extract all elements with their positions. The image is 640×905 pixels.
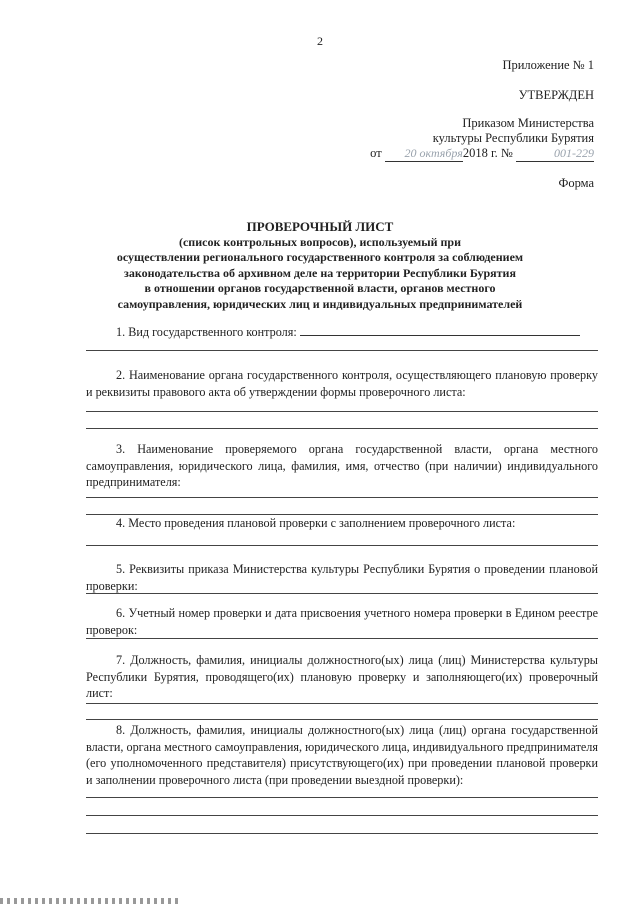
blank-line[interactable] <box>86 815 598 816</box>
item-1-fill-line[interactable] <box>300 324 580 336</box>
item-1-text: 1. Вид государственного контроля: <box>116 325 297 339</box>
item-3-text: 3. Наименование проверяемого органа государственной власти, органа местного самоуправления, юридического лица, фамилия, имя, отчество (при наличии) индивидуального предпринимателя: <box>86 442 598 490</box>
blank-line[interactable] <box>86 545 598 546</box>
title-line-3: осуществлении регионального государственного контроля за соблюдением <box>116 250 524 265</box>
item-4 <box>86 515 598 532</box>
item-3 <box>86 441 598 491</box>
title-line-4: законодательства об архивном деле на территории Республики Бурятия <box>124 265 516 280</box>
blank-line[interactable] <box>86 703 598 704</box>
blank-line[interactable] <box>86 719 598 720</box>
item-1 <box>86 324 598 341</box>
item-7 <box>86 652 598 702</box>
blank-line[interactable] <box>86 797 598 798</box>
item-4-text: 4. Место проведения плановой проверки с заполнением проверочного листа: <box>116 516 516 530</box>
item-5 <box>86 561 598 594</box>
blank-line[interactable] <box>86 411 598 412</box>
order-date-line <box>370 146 594 162</box>
blank-line[interactable] <box>86 593 598 594</box>
title-line-5: в отношении органов государственной власти, органов местного <box>144 281 496 296</box>
handwritten-date: 20 октября <box>385 146 463 162</box>
item-8-text: 8. Должность, фамилия, инициалы должностного(ых) лица (лиц) органа государственной власти, органа местного самоуправления, юридического лица, индивидуального предпринимателя (его уполномоченного представителя) присутствующего(их) при проведении плановой проверки и заполнении проверочного листа (при проведении выездной проверки): <box>86 723 598 787</box>
item-2 <box>86 367 598 400</box>
title-line-1: ПРОВЕРОЧНЫЙ ЛИСТ <box>246 219 394 234</box>
page-number: 2 <box>317 34 323 48</box>
item-8 <box>86 722 598 788</box>
date-prefix: от <box>370 146 382 160</box>
item-7-text: 7. Должность, фамилия, инициалы должностного(ых) лица (лиц) Министерства культуры Республики Бурятия, проводящего(их) плановую проверку и заполняющего(их) проверочный лист: <box>86 653 598 701</box>
date-year: 2018 г. № <box>462 146 513 160</box>
blank-line[interactable] <box>86 497 598 498</box>
approved-label: УТВЕРЖДЕН <box>518 88 594 102</box>
blank-line[interactable] <box>86 638 598 639</box>
title-line-6: самоуправления, юридических лиц и индивидуальных предпринимателей <box>117 296 523 311</box>
blank-line[interactable] <box>86 833 598 834</box>
title-line-2: (список контрольных вопросов), используемый при <box>178 234 462 249</box>
item-5-text: 5. Реквизиты приказа Министерства культуры Республики Бурятия о проведении плановой проверки: <box>86 562 598 593</box>
item-6 <box>86 605 598 638</box>
handwritten-number: 001-229 <box>516 146 594 162</box>
form-label: Форма <box>558 176 594 190</box>
order-line-1: Приказом Министерства <box>462 116 594 130</box>
blank-line[interactable] <box>86 350 598 351</box>
item-6-text: 6. Учетный номер проверки и дата присвоения учетного номера проверки в Едином реестре проверок: <box>86 606 598 637</box>
blank-line[interactable] <box>86 428 598 429</box>
scan-artifact <box>0 898 180 904</box>
appendix-label: Приложение № 1 <box>502 58 594 72</box>
order-line-2: культуры Республики Бурятия <box>432 131 594 145</box>
item-2-text: 2. Наименование органа государственного контроля, осуществляющего плановую проверку и реквизиты правового акта об утверждении формы проверочного листа: <box>86 368 598 399</box>
document-title <box>60 219 580 313</box>
